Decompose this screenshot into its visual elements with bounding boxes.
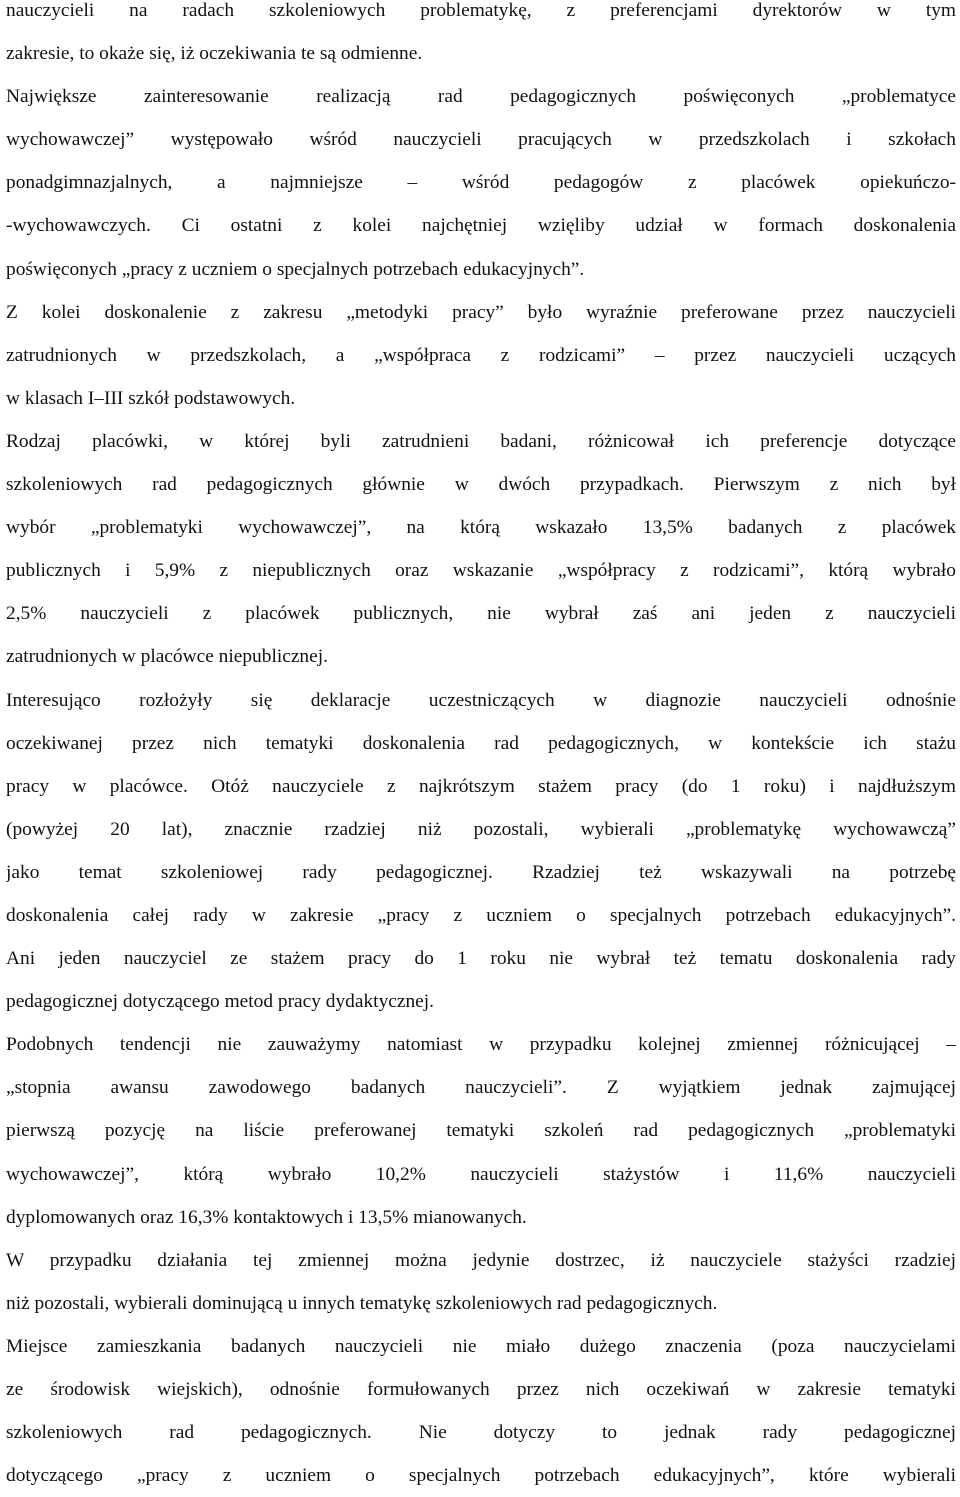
text-line: -wychowawczych. Ci ostatni z kolei najchętniej wzięliby udział w formach doskonalenia (6, 215, 956, 237)
text-line: 2,5% nauczycieli z placówek publicznych, nie wybrał zaś ani jeden z nauczycieli (6, 603, 956, 625)
text-line: wychowawczej”, którą wybrało 10,2% nauczycieli stażystów i 11,6% nauczycieli (6, 1163, 956, 1185)
text-line: doskonalenia całej rady w zakresie „pracy z uczniem o specjalnych potrzebach edukacyjnych”. (6, 904, 956, 926)
text-line: Z kolei doskonalenie z zakresu „metodyki pracy” było wyraźnie preferowane przez nauczycieli (6, 301, 956, 323)
paragraph (6, 1239, 956, 1325)
text-line: jako temat szkoleniowej rady pedagogicznej. Rzadziej też wskazywali na potrzebę (6, 861, 956, 883)
document-page (6, 0, 956, 1497)
paragraph (6, 75, 956, 290)
paragraph (6, 420, 956, 679)
text-line: wybór „problematyki wychowawczej”, na którą wskazało 13,5% badanych z placówek (6, 517, 956, 539)
text-line: Ani jeden nauczyciel ze stażem pracy do 1 roku nie wybrał też tematu doskonalenia rady (6, 948, 956, 970)
text-line: nauczycieli na radach szkoleniowych problematykę, z preferencjami dyrektorów w tym (6, 0, 956, 21)
text-line: Interesująco rozłożyły się deklaracje uczestniczących w diagnozie nauczycieli odnośnie (6, 689, 956, 711)
paragraph (6, 1023, 956, 1238)
text-line: zakresie, to okaże się, iż oczekiwania te są odmienne. (6, 43, 423, 65)
text-line: dotyczącego „pracy z uczniem o specjalnych potrzebach edukacyjnych”, które wybierali (6, 1465, 956, 1487)
text-line: szkoleniowych rad pedagogicznych. Nie dotyczy to jednak rady pedagogicznej (6, 1422, 956, 1444)
text-line: dyplomowanych oraz 16,3% kontaktowych i 13,5% mianowanych. (6, 1206, 527, 1228)
text-line: W przypadku działania tej zmiennej można jedynie dostrzec, iż nauczyciele stażyści rzadziej (6, 1249, 956, 1271)
text-line: zatrudnionych w placówce niepublicznej. (6, 646, 328, 668)
text-line: pracy w placówce. Otóż nauczyciele z najkrótszym stażem pracy (do 1 roku) i najdłuższym (6, 775, 956, 797)
text-line: Podobnych tendencji nie zauważymy natomiast w przypadku kolejnej zmiennej różnicującej – (6, 1034, 956, 1056)
paragraph (6, 291, 956, 420)
paragraph (6, 679, 956, 1024)
text-line: ze środowisk wiejskich), odnośnie formułowanych przez nich oczekiwań w zakresie tematyki (6, 1379, 956, 1400)
text-line: niż pozostali, wybierali dominującą u innych tematykę szkoleniowych rad pedagogicznych. (6, 1292, 718, 1314)
text-line: ponadgimnazjalnych, a najmniejsze – wśród pedagogów z placówek opiekuńczo- (6, 172, 956, 194)
text-line: Największe zainteresowanie realizacją rad pedagogicznych poświęconych „problematyce (6, 86, 956, 108)
text-line: poświęconych „pracy z uczniem o specjalnych potrzebach edukacyjnych”. (6, 258, 585, 280)
text-line: pierwszą pozycję na liście preferowanej tematyki szkoleń rad pedagogicznych „problematyki (6, 1120, 956, 1142)
text-line: oczekiwanej przez nich tematyki doskonalenia rad pedagogicznych, w kontekście ich stażu (6, 732, 956, 754)
text-line: (powyżej 20 lat), znacznie rzadziej niż pozostali, wybierali „problematykę wychowawczą” (6, 818, 956, 840)
text-line: pedagogicznej dotyczącego metod pracy dydaktycznej. (6, 991, 435, 1013)
text-line: „stopnia awansu zawodowego badanych nauczycieli”. Z wyjątkiem jednak zajmującej (6, 1077, 956, 1099)
text-line: wychowawczej” występowało wśród nauczycieli pracujących w przedszkolach i szkołach (6, 129, 956, 151)
text-line: publicznych i 5,9% z niepublicznych oraz wskazanie „współpracy z rodzicami”, którą wybrało (6, 560, 956, 582)
paragraph (6, 0, 956, 75)
paragraph (6, 1325, 956, 1497)
text-line: w klasach I–III szkół podstawowych. (6, 387, 296, 409)
text-line: Miejsce zamieszkania badanych nauczycieli nie miało dużego znaczenia (poza nauczycielami (6, 1335, 956, 1357)
text-line: Rodzaj placówki, w której byli zatrudnieni badani, różnicował ich preferencje dotyczące (6, 430, 956, 452)
text-line: zatrudnionych w przedszkolach, a „współpraca z rodzicami” – przez nauczycieli uczących (6, 344, 956, 366)
text-line: szkoleniowych rad pedagogicznych głównie w dwóch przypadkach. Pierwszym z nich był (6, 474, 956, 496)
